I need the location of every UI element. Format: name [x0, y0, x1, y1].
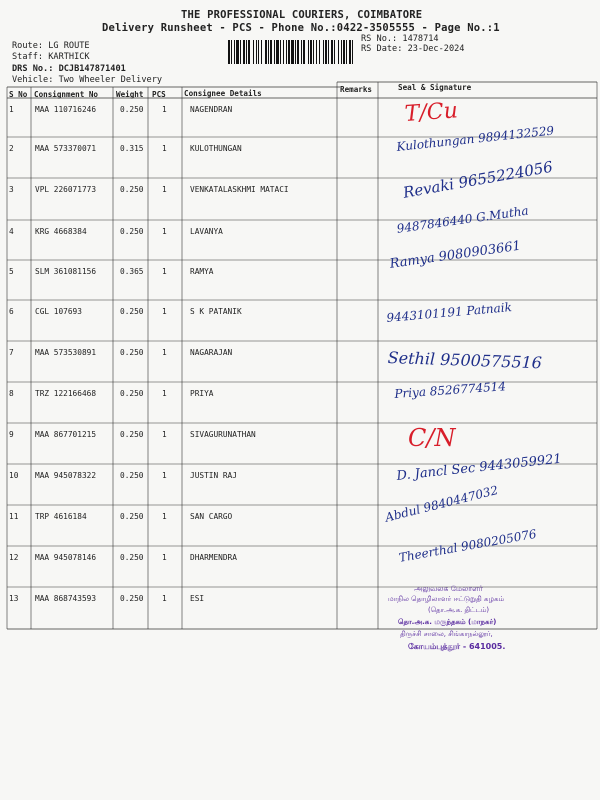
row-weight: 0.250	[120, 389, 144, 398]
row-consignee: DHARMENDRA	[190, 553, 237, 562]
row-consignee: JUSTIN RAJ	[190, 471, 237, 480]
row-weight: 0.250	[120, 348, 144, 357]
stamp-line: (தொ.அ.க. திட்டம்)	[428, 606, 489, 614]
col-header-seal-signature: Seal & Signature	[398, 83, 472, 92]
stamp-line: திருச்சி சாலை, சிங்காநல்லூர்,	[400, 630, 493, 638]
row-consignee: ESI	[190, 594, 205, 603]
row-consignment-no: MAA 945078322	[35, 471, 97, 480]
row-pcs: 1	[162, 105, 167, 114]
row-consignee: VENKATALASKHMI MATACI	[190, 185, 289, 194]
stamp-line: அலுவலக மேலாளர்	[414, 584, 483, 593]
handwritten-signature: C/N	[408, 424, 456, 452]
office-seal-stamp	[388, 584, 598, 664]
row-consignee: S K PATANIK	[190, 307, 242, 316]
row-consignee: SIVAGURUNATHAN	[190, 430, 256, 439]
row-weight: 0.250	[120, 553, 144, 562]
row-pcs: 1	[162, 267, 167, 276]
row-sno: 3	[9, 185, 14, 194]
row-pcs: 1	[162, 512, 167, 521]
col-header-sno: S No	[9, 90, 28, 99]
row-sno: 12	[9, 553, 19, 562]
row-sno: 13	[9, 594, 19, 603]
col-header-pcs: PCS	[152, 90, 166, 99]
row-pcs: 1	[162, 307, 167, 316]
row-consignee: NAGENDRAN	[190, 105, 233, 114]
row-pcs: 1	[162, 185, 167, 194]
handwritten-signature: Priya 8526774514	[393, 379, 507, 401]
stamp-line: கோயம்புத்தூர் - 641005.	[408, 642, 506, 651]
handwritten-signature: Sethil 9500575516	[387, 348, 543, 373]
row-consignee: KULOTHUNGAN	[190, 144, 242, 153]
row-sno: 1	[9, 105, 14, 114]
staff-label: Staff: KARTHICK	[12, 52, 90, 62]
rs-number: RS No.: 1478714	[361, 34, 439, 44]
row-sno: 6	[9, 307, 14, 316]
row-sno: 8	[9, 389, 14, 398]
row-consignment-no: MAA 867701215	[35, 430, 97, 439]
row-sno: 5	[9, 267, 14, 276]
row-consignee: LAVANYA	[190, 227, 223, 236]
row-sno: 2	[9, 144, 14, 153]
row-weight: 0.250	[120, 430, 144, 439]
row-weight: 0.250	[120, 471, 144, 480]
row-consignee: SAN CARGO	[190, 512, 233, 521]
company-title: THE PROFESSIONAL COURIERS, COIMBATORE	[181, 9, 423, 21]
handwritten-signature: 9487846440 G.Mutha	[395, 203, 530, 236]
row-consignment-no: CGL 107693	[35, 307, 82, 316]
row-consignment-no: VPL 226071773	[35, 185, 97, 194]
row-consignment-no: TRZ 122166468	[35, 389, 97, 398]
handwritten-signature: Revaki 9655224056	[401, 157, 555, 202]
row-pcs: 1	[162, 144, 167, 153]
row-pcs: 1	[162, 430, 167, 439]
row-consignee: RAMYA	[190, 267, 214, 276]
handwritten-signature: Theerthal 9080205076	[397, 526, 538, 565]
handwritten-signature: Kulothungan 9894132529	[395, 123, 555, 154]
row-consignment-no: KRG 4668384	[35, 227, 87, 236]
row-consignment-no: MAA 573530891	[35, 348, 97, 357]
row-pcs: 1	[162, 553, 167, 562]
handwritten-signature: Abdul 9840447032	[383, 483, 500, 525]
row-sno: 7	[9, 348, 14, 357]
row-sno: 10	[9, 471, 19, 480]
row-pcs: 1	[162, 594, 167, 603]
row-pcs: 1	[162, 389, 167, 398]
drs-number: DRS No.: DCJB147871401	[12, 64, 126, 74]
handwritten-signature: 9443101191 Patnaik	[385, 300, 513, 325]
row-pcs: 1	[162, 227, 167, 236]
rs-date: RS Date: 23-Dec-2024	[361, 44, 465, 54]
row-pcs: 1	[162, 471, 167, 480]
col-header-weight: Weight	[116, 90, 144, 99]
row-consignment-no: MAA 945078146	[35, 553, 97, 562]
runsheet-title: Delivery Runsheet - PCS - Phone No.:0422-3505555 - Page No.:1	[102, 22, 500, 34]
row-weight: 0.315	[120, 144, 144, 153]
row-consignment-no: TRP 4616184	[35, 512, 87, 521]
col-header-consignment: Consignment No	[34, 90, 99, 99]
handwritten-signature: T/Cu	[403, 98, 459, 127]
col-header-consignee: Consignee Details	[184, 89, 262, 98]
row-consignment-no: MAA 110716246	[35, 105, 97, 114]
row-weight: 0.250	[120, 227, 144, 236]
stamp-line: தொ.அ.க. மருந்தகம் (மாநகர்)	[398, 618, 497, 626]
row-weight: 0.250	[120, 307, 144, 316]
row-consignment-no: SLM 361081156	[35, 267, 97, 276]
row-consignment-no: MAA 868743593	[35, 594, 97, 603]
row-weight: 0.250	[120, 594, 144, 603]
row-consignment-no: MAA 573370071	[35, 144, 97, 153]
row-weight: 0.250	[120, 185, 144, 194]
route-label: Route: LG ROUTE	[12, 41, 90, 51]
row-sno: 11	[9, 512, 19, 521]
handwritten-signature: Ramya 9080903661	[388, 238, 522, 272]
row-sno: 9	[9, 430, 14, 439]
row-weight: 0.365	[120, 267, 144, 276]
row-weight: 0.250	[120, 512, 144, 521]
row-consignee: PRIYA	[190, 389, 214, 398]
col-header-remarks: Remarks	[340, 85, 373, 94]
row-pcs: 1	[162, 348, 167, 357]
row-weight: 0.250	[120, 105, 144, 114]
row-consignee: NAGARAJAN	[190, 348, 233, 357]
handwritten-signature: D. Jancl Sec 9443059921	[395, 451, 563, 484]
vehicle-label: Vehicle: Two Wheeler Delivery	[12, 75, 163, 85]
row-sno: 4	[9, 227, 14, 236]
stamp-line: மாநில தொழிலாளர் ஈட்டுறுதி கழகம்	[388, 595, 505, 603]
